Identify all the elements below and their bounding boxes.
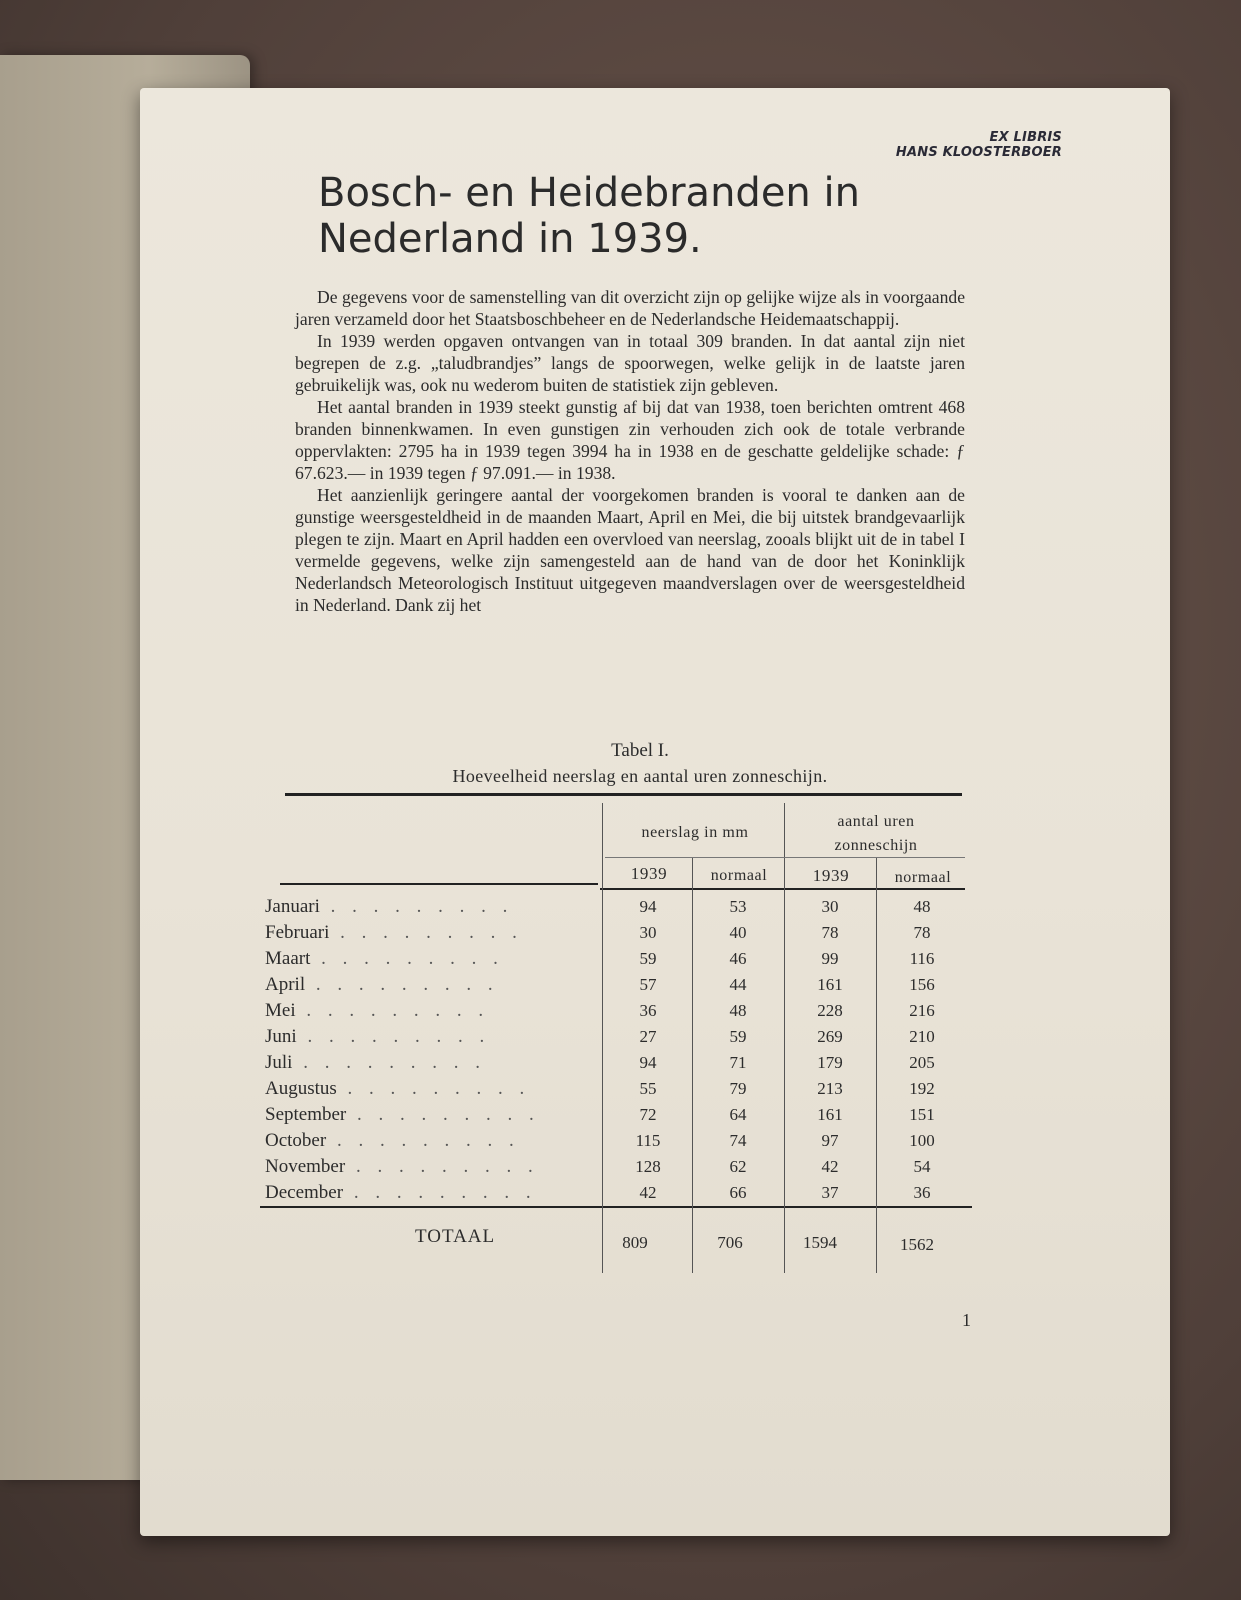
table-cell: 116: [909, 949, 935, 968]
table-cell: 54: [913, 1157, 931, 1176]
month-label: Januari: [265, 896, 320, 917]
month-label: September: [265, 1104, 347, 1125]
table-number: Tabel I.: [611, 740, 669, 761]
table-cell: 53: [729, 897, 747, 916]
table-cell: 64: [729, 1105, 747, 1124]
subheader-zon-normaal: normaal: [894, 869, 952, 886]
table-cell: 269: [817, 1027, 843, 1046]
stamp-line-2: HANS KLOOSTERBOER: [895, 145, 1062, 160]
table-cell: 94: [639, 1053, 657, 1072]
table-cell: 48: [913, 897, 931, 916]
subheader-neerslag-1939: 1939: [630, 864, 668, 883]
table-cell: 62: [729, 1157, 747, 1176]
table-cell: 210: [909, 1027, 935, 1046]
paragraph-2: In 1939 werden opgaven ontvangen van in totaal 309 branden. In dat aantal zijn niet begrepen de z.g. „taludbrandjes” langs de spoorwegen, welke gelijk in de laatste jaren gebruikelijk was, ook nu wederom buiten de statistiek zijn gebleven.: [295, 331, 965, 395]
table-cell: 161: [817, 975, 843, 994]
document-page: EX LIBRIS HANS KLOOSTERBOER Bosch- en Heidebranden in Nederland in 1939. De gegevens voor de samenstelling van dit overzicht zijn op gelijke wijze als in voorgaande jaren verzameld door het Staatsboschbeheer en de Nederlandsche Heidemaatschappij. In 1939 werden opgaven ontvangen van in totaal 309 branden. In dat aantal zijn niet begrepen de z.g. „taludbrandjes” langs de spoorwegen, welke gelijk in de laatste jaren gebruikelijk was, ook nu wederom buiten de statistiek zijn gebleven. Het aantal branden in 1939 steekt gunstig af bij dat van 1938, toen berichten omtrent 468 branden binnenkwamen. In even gunstigen zin verhouden zich ook de totale verbrande oppervlakten: 2795 ha in 1939 tegen 3994 ha in 1938 en de geschatte geldelijke schade: ƒ 67.623.— in 1939 tegen ƒ 97.091.— in 1938. Het aanzienlijk geringere aantal der voorgekomen branden is vooral te danken aan de gunstige weersgesteldheid in de maanden Maart, April en Mei, die bij uitstek brandgevaarlijk plegen te zijn. Maart en April hadden een overvloed van neerslag, zooals blijkt uit de in tabel I vermelde gegevens, welke zijn samengesteld aan de hand van de door het Koninklijk Nederlandsch Meteorologisch Instituut uitgegeven maandverslagen over de weersgesteldheid in Nederland. Dank zij het Tabel I. Hoeveelheid neerslag en aantal uren zonneschijn. neerslag in mm aantal uren zonneschijn 1939 normaal 1939 normaal Januari . . . . . . . . . 94 53 30 48 Februari . . . . . . . . . 30 40 78 78 Maart . . . . . . . . . 59 46 99 116 April . . . . . . . . . 57 44 161 156 Mei . . . . . . . . . 36 48 228 216 Juni . . . . . . . . . 27 59 269 210 Juli . . . . . . . . . 94 71 179 205 Augustus . . . . . . . . . 55 79 213 192 September . . . . . . . . . 72 64 161 151 October . . . . . . . . . 115 74 97 100 November . . . . . . . . . 128 62 42 54 December . . . . . . . . . 42 66 37 36 TOTAAL 809 706 1594 1562 1: [140, 88, 1170, 1536]
title-line-2: Nederland in 1939.: [318, 216, 702, 262]
title-line-1: Bosch- en Heidebranden in: [318, 170, 860, 216]
month-label: December: [265, 1182, 344, 1203]
table-cell: 44: [729, 975, 747, 994]
table-cell: 36: [639, 1001, 657, 1020]
table-cell: 161: [817, 1105, 843, 1124]
table-cell: 42: [821, 1157, 839, 1176]
table-cell: 809: [622, 1233, 648, 1252]
table-cell: 46: [729, 949, 747, 968]
table-cell: 115: [635, 1131, 661, 1150]
table-cell: 128: [635, 1157, 661, 1176]
table-cell: 59: [729, 1027, 747, 1046]
month-label: November: [265, 1156, 346, 1177]
table-cell: 151: [909, 1105, 935, 1124]
table-cell: 42: [639, 1183, 657, 1202]
table-cell: 66: [729, 1183, 747, 1202]
table-cell: 205: [909, 1053, 935, 1072]
table-cell: 71: [729, 1053, 747, 1072]
body-text: [295, 286, 965, 616]
page-number: 1: [962, 1310, 971, 1330]
row-header-rule: [280, 883, 598, 885]
table-caption: Hoeveelheid neerslag en aantal uren zonneschijn.: [452, 766, 828, 786]
table-cell: 100: [909, 1131, 935, 1150]
table-cell: 79: [729, 1079, 747, 1098]
table-cell: 156: [909, 975, 935, 994]
table-cell: 30: [639, 923, 657, 942]
month-label: Juni: [265, 1026, 297, 1047]
table-cell: 48: [729, 1001, 747, 1020]
table-cell: 37: [821, 1183, 839, 1202]
table-cell: 213: [817, 1079, 843, 1098]
table-cell: 30: [821, 897, 839, 916]
page-title: [318, 170, 938, 262]
table-cell: 1562: [900, 1235, 934, 1254]
table-cell: 1594: [803, 1233, 837, 1252]
table-cell: 55: [639, 1079, 657, 1098]
table-cell: 57: [639, 975, 657, 994]
stamp-line-1: EX LIBRIS: [989, 130, 1062, 145]
month-label: October: [265, 1130, 327, 1151]
table-cell: 78: [821, 923, 839, 942]
subheader-zon-1939: 1939: [812, 866, 850, 885]
table-cell: 179: [817, 1053, 843, 1072]
paragraph-4: Het aanzienlijk geringere aantal der voorgekomen branden is vooral te danken aan de gunstige weersgesteldheid in de maanden Maart, April en Mei, die bij uitstek brandgevaarlijk plegen te zijn. Maart en April hadden een overvloed van neerslag, zooals blijkt uit de in tabel I vermelde gegevens, welke zijn samengesteld aan de hand van de door het Koninklijk Nederlandsch Meteorologisch Instituut uitgegeven maandverslagen over de weersgesteldheid in Nederland. Dank zij het: [295, 485, 965, 615]
month-label: Februari: [265, 922, 330, 943]
header-zonneschijn-1: aantal uren: [837, 813, 915, 830]
table-cell: 59: [639, 949, 657, 968]
table-cell: 40: [729, 923, 747, 942]
table-cell: 27: [639, 1027, 657, 1046]
paragraph-3: Het aantal branden in 1939 steekt gunstig af bij dat van 1938, toen berichten omtrent 468 branden binnenkwamen. In even gunstigen zin verhouden zich ook de totale verbrande oppervlakten: 2795 ha in 1939 tegen 3994 ha in 1938 en de geschatte geldelijke schade: ƒ 67.623.— in 1939 tegen ƒ 97.091.— in 1938.: [295, 397, 965, 483]
table-cell: 216: [909, 1001, 935, 1020]
table-top-rule: [285, 793, 962, 796]
month-label: Juli: [265, 1052, 293, 1073]
month-label: Maart: [265, 948, 311, 969]
month-label: Mei: [265, 1000, 296, 1021]
month-label: April: [265, 974, 306, 995]
table-cell: 97: [821, 1131, 839, 1150]
month-label: Augustus: [265, 1078, 337, 1099]
body-bottom-rule: [260, 1206, 972, 1208]
table-cell: 99: [821, 949, 839, 968]
ex-libris-stamp: [896, 130, 1062, 160]
paragraph-1: De gegevens voor de samenstelling van dit overzicht zijn op gelijke wijze als in voorgaande jaren verzameld door het Staatsboschbeheer en de Nederlandsche Heidemaatschappij.: [295, 287, 965, 329]
table-cell: 706: [717, 1233, 743, 1252]
table-cell: 72: [639, 1105, 657, 1124]
table-cell: 228: [817, 1001, 843, 1020]
table-cell: 94: [639, 897, 657, 916]
header-zonneschijn-2: zonneschijn: [834, 837, 918, 854]
table-cell: 78: [913, 923, 931, 942]
table-cell: 74: [729, 1131, 747, 1150]
total-label: TOTAAL: [415, 1226, 496, 1247]
table-cell: 36: [913, 1183, 931, 1202]
table-cell: 192: [909, 1079, 935, 1098]
subheader-neerslag-normaal: normaal: [710, 867, 768, 884]
header-neerslag: neerslag in mm: [641, 824, 749, 841]
